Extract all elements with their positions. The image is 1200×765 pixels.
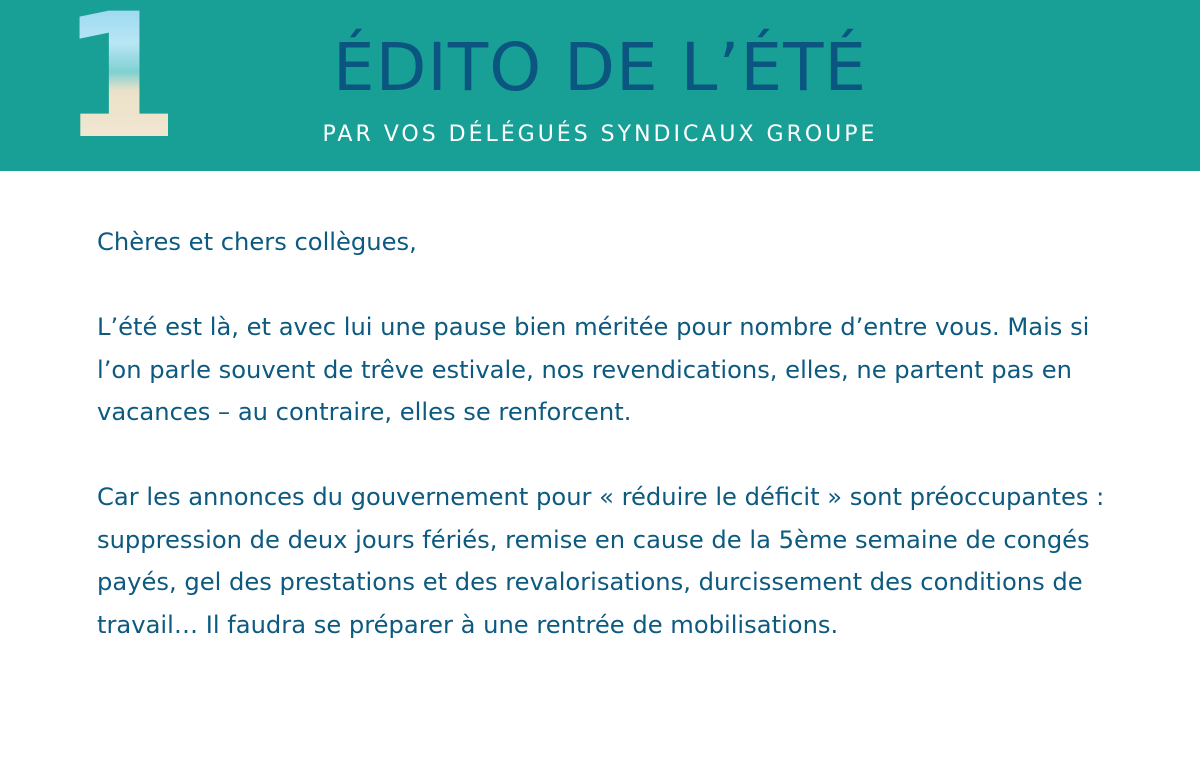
page-subtitle: PAR VOS DÉLÉGUÉS SYNDICAUX GROUPE xyxy=(322,122,878,147)
greeting: Chères et chers collègues, xyxy=(97,228,417,256)
paragraph-1: L’été est là, et avec lui une pause bien méritée pour nombre d’entre vous. Mais si l’on parle souvent de trêve estivale, nos revendications, elles, ne partent pas en vacances – au contraire, elles se renforcent. xyxy=(97,313,1090,426)
header-banner xyxy=(0,0,1200,177)
paragraph-2: Car les annonces du gouvernement pour « réduire le déficit » sont préoccupantes : suppression de deux jours fériés, remise en cause de la 5ème semaine de congés payés, gel des prestations et des revalorisations, durcissement des conditions de travail… Il faudra se préparer à une rentrée de mobilisations. xyxy=(97,483,1105,639)
article-body xyxy=(97,221,1127,646)
page-title: ÉDITO DE L’ÉTÉ xyxy=(332,29,868,106)
issue-number: 1 xyxy=(60,0,180,162)
